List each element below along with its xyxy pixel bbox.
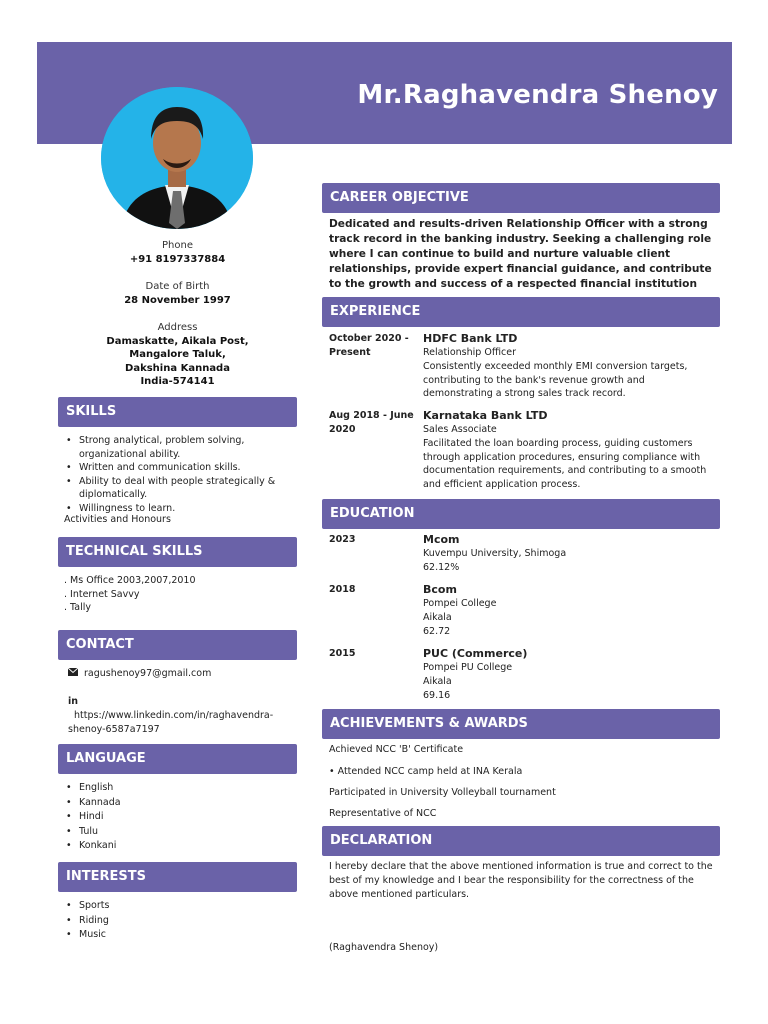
email-value[interactable]: ragushenoy97@gmail.com: [84, 668, 212, 679]
dob-label: Date of Birth: [145, 281, 210, 292]
education-line: Pompei College: [423, 598, 497, 609]
education-line: Aikala: [423, 611, 452, 623]
address-line: India-574141: [140, 376, 215, 387]
achievement-item: • Attended NCC camp held at INA Kerala: [329, 766, 523, 777]
linkedin-url[interactable]: https://www.linkedin.com/in/raghavendra-shenoy-6587a7197: [68, 710, 274, 735]
language-item: • Konkani: [64, 839, 289, 854]
experience-date: Aug 2018 - June 2020: [329, 410, 414, 435]
language-item: • English: [64, 781, 289, 796]
language-item: • Hindi: [64, 810, 289, 825]
education-line: Pompei PU College: [423, 662, 513, 673]
linkedin-icon: in: [68, 696, 79, 707]
education-heading: EDUCATION: [322, 499, 720, 529]
education-line: Aikala: [423, 675, 452, 687]
skill-item: • Ability to deal with people strategically & diplomatically.: [64, 475, 289, 502]
achievement-item: Representative of NCC: [329, 808, 437, 819]
interest-item: • Music: [64, 928, 289, 943]
career-objective-heading: CAREER OBJECTIVE: [322, 183, 720, 213]
skills-list: [64, 434, 289, 515]
experience-company: HDFC Bank LTD: [423, 332, 518, 345]
technical-skills-list: [64, 574, 289, 615]
achievement-item: Participated in University Volleyball tournament: [329, 787, 556, 798]
skill-item: • Willingness to learn.: [64, 502, 289, 516]
education-line: 62.72: [423, 625, 451, 637]
candidate-name: Mr.Raghavendra Shenoy: [357, 80, 718, 110]
dob-block: [58, 280, 297, 308]
education-degree: PUC (Commerce): [423, 647, 528, 660]
email-row[interactable]: [68, 668, 211, 679]
contact-heading: CONTACT: [58, 630, 297, 660]
skill-item: • Written and communication skills.: [64, 461, 289, 475]
experience-desc: Consistently exceeded monthly EMI conversion targets, contributing to the bank's revenue growth and demonstrating a strong sales track record.: [423, 360, 688, 400]
address-line: Damaskatte, Aikala Post,: [106, 335, 249, 347]
education-year: 2023: [329, 534, 356, 545]
skill-item: • Strong analytical, problem solving, organizational ability.: [64, 434, 289, 461]
technical-skills-heading: TECHNICAL SKILLS: [58, 537, 297, 567]
interests-heading: INTERESTS: [58, 862, 297, 892]
achievements-heading: ACHIEVEMENTS & AWARDS: [322, 709, 720, 739]
education-line: 62.12%: [423, 561, 460, 573]
dob-value: 28 November 1997: [124, 295, 231, 306]
address-line: Mangalore Taluk,: [129, 349, 226, 360]
technical-skill-item: . Ms Office 2003,2007,2010: [64, 575, 196, 586]
education-year: 2015: [329, 648, 356, 659]
language-heading: LANGUAGE: [58, 744, 297, 774]
technical-skill-item: . Tally: [64, 602, 91, 613]
phone-value: +91 8197337884: [129, 254, 226, 265]
language-list: [64, 781, 289, 854]
activities-label: Activities and Honours: [64, 514, 171, 525]
phone-label: Phone: [162, 240, 193, 251]
interest-item: • Riding: [64, 914, 289, 929]
address-label: Address: [157, 322, 198, 333]
address-line: Dakshina Kannada: [125, 362, 230, 374]
experience-role: Relationship Officer: [423, 347, 516, 358]
career-objective-text: Dedicated and results-driven Relationship Officer with a strong track record in the banking industry. Seeking a challenging role where I can continue to build and nurture valuable client relationships, provide expert financial guidance, and contribute to the growth and success of a respected financial institution: [329, 218, 712, 290]
profile-photo: [101, 87, 253, 229]
education-degree: Bcom: [423, 583, 457, 596]
skills-heading: SKILLS: [58, 397, 297, 427]
envelope-icon: [68, 668, 78, 679]
education-line: Kuvempu University, Shimoga: [423, 548, 567, 559]
achievement-item: Achieved NCC 'B' Certificate: [329, 744, 464, 755]
experience-heading: EXPERIENCE: [322, 297, 720, 327]
interests-list: [64, 899, 289, 943]
education-line: 69.16: [423, 689, 451, 701]
signature: (Raghavendra Shenoy): [329, 942, 439, 953]
declaration-text: I hereby declare that the above mentioned information is true and correct to the best of my knowledge and I bear the responsibility for the correctness of the above mentioned particulars.: [329, 861, 713, 900]
education-year: 2018: [329, 584, 356, 595]
declaration-heading: DECLARATION: [322, 826, 720, 856]
language-item: • Kannada: [64, 796, 289, 811]
address-block: [58, 321, 297, 389]
interest-item: • Sports: [64, 899, 289, 914]
phone-block: [58, 239, 297, 267]
experience-company: Karnataka Bank LTD: [423, 409, 548, 422]
experience-role: Sales Associate: [423, 424, 497, 435]
education-degree: Mcom: [423, 533, 460, 546]
experience-date: October 2020 - Present: [329, 333, 409, 358]
technical-skill-item: . Internet Savvy: [64, 588, 140, 600]
language-item: • Tulu: [64, 825, 289, 840]
experience-desc: Facilitated the loan boarding process, guiding customers through application procedures, ensuring compliance with documentation requirements, and contributing to a smooth and efficient application process.: [423, 437, 707, 491]
